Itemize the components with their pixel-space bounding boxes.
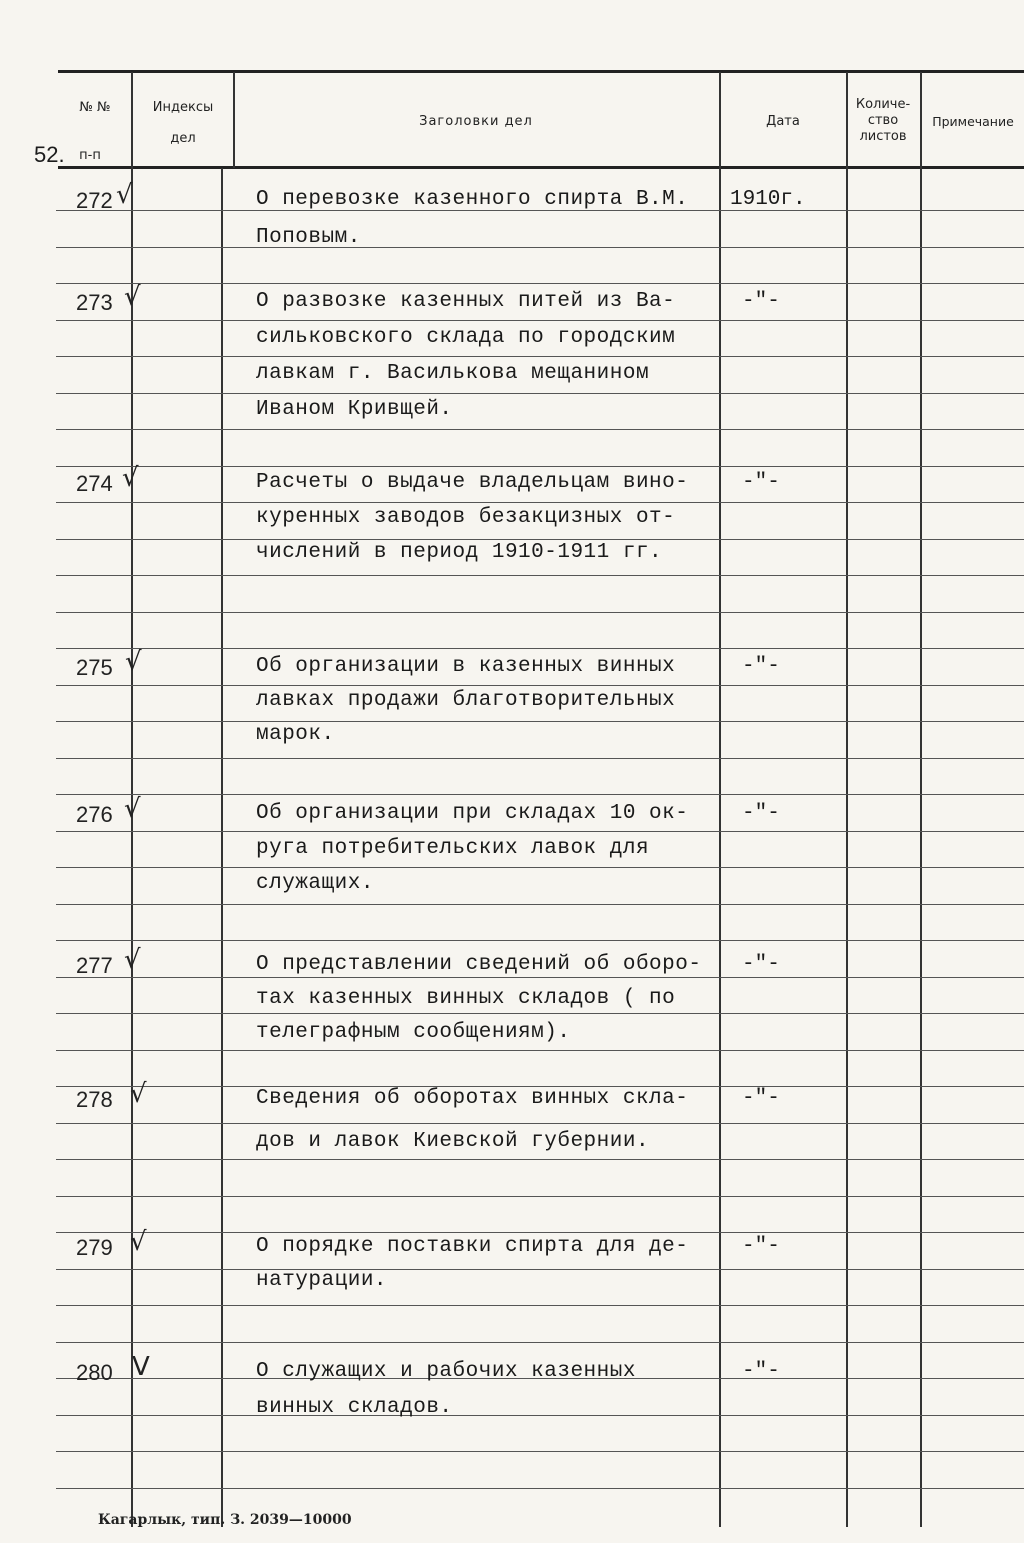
ruled-line (56, 1451, 1024, 1452)
ruled-line (56, 977, 1024, 978)
entry-title-line: О представлении сведений об оборо- (256, 953, 702, 976)
entry-date: -"- (742, 802, 780, 825)
header-sheets-label-2: ство (867, 113, 899, 128)
entry-date: -"- (742, 1360, 780, 1383)
header-sheets-label-3: листов (859, 129, 907, 144)
entry-number: 275 (76, 655, 113, 680)
entry-title-line: натурации. (256, 1269, 388, 1292)
entry-title-line: Иваном Кривщей. (256, 398, 453, 421)
entry-title-line: Об организации в казенных винных (256, 655, 676, 678)
ruled-line (56, 575, 1024, 576)
header-index-sublabel: дел (170, 131, 196, 146)
check-mark-icon: √ (130, 1079, 147, 1109)
entry-number: 278 (76, 1087, 113, 1112)
entry-title-line: лавкам г. Василькова мещанином (256, 362, 650, 385)
check-mark-icon: √ (124, 794, 141, 824)
entry-title-line: О развозке казенных питей из Ва- (256, 290, 676, 313)
ruled-line (56, 1232, 1024, 1233)
ruled-line (56, 283, 1024, 284)
ruled-line (56, 356, 1024, 357)
entry-date: -"- (742, 953, 780, 976)
entry-title-line: сильковского склада по городским (256, 326, 676, 349)
entry-title-line: телеграфным сообщениям). (256, 1021, 571, 1044)
ruled-line (56, 685, 1024, 686)
header-index-label: Индексы (152, 100, 214, 115)
column-divider (233, 72, 235, 168)
entry-date: -"- (742, 1235, 780, 1258)
check-mark-icon: √ (125, 647, 142, 677)
column-divider (920, 72, 922, 1527)
ruled-line (56, 320, 1024, 321)
column-divider (846, 72, 848, 1527)
entry-date: -"- (742, 471, 780, 494)
table-top-rule (58, 70, 1024, 73)
entry-number: 277 (76, 953, 113, 978)
entry-title-line: служащих. (256, 872, 374, 895)
ruled-line (56, 867, 1024, 868)
entry-title-line: марок. (256, 723, 335, 746)
ruled-line (56, 1013, 1024, 1014)
entry-date: -"- (742, 1087, 780, 1110)
entry-number: 276 (76, 802, 113, 827)
printer-imprint: Кагарлык, тип. З. 2039—10000 (98, 1512, 352, 1528)
entry-number: 279 (76, 1235, 113, 1260)
entry-title-line: руга потребительских лавок для (256, 837, 650, 860)
entry-title-line: О служащих и рабочих казенных (256, 1360, 636, 1383)
ruled-line (56, 612, 1024, 613)
check-mark-icon: √ (122, 463, 139, 493)
entry-title-line: Поповым. (256, 226, 361, 249)
header-notes-label: Примечание (932, 114, 1014, 129)
ruled-line (56, 758, 1024, 759)
ruled-line (56, 1342, 1024, 1343)
ruled-line (56, 1159, 1024, 1160)
entry-title-line: лавках продажи благотворительных (256, 689, 676, 712)
entry-number: 272 (76, 188, 113, 213)
column-divider (221, 168, 223, 1527)
entry-title-line: О перевозке казенного спирта В.М. (256, 188, 689, 211)
entry-number: 274 (76, 471, 113, 496)
entry-title-line: Об организации при складах 10 ок- (256, 802, 689, 825)
ruled-line (56, 1488, 1024, 1489)
entry-date: -"- (742, 655, 780, 678)
ruled-line (56, 721, 1024, 722)
ruled-line (56, 940, 1024, 941)
ruled-line (56, 648, 1024, 649)
entry-title-line: О порядке поставки спирта для де- (256, 1235, 689, 1258)
ruled-line (56, 1123, 1024, 1124)
ruled-line (56, 1269, 1024, 1270)
entry-title-line: винных складов. (256, 1396, 453, 1419)
entry-number: 273 (76, 290, 113, 315)
entry-title-line: тах казенных винных складов ( по (256, 987, 676, 1010)
ruled-line (56, 1305, 1024, 1306)
entry-title-line: Сведения об оборотах винных скла- (256, 1087, 689, 1110)
ruled-line (56, 1196, 1024, 1197)
check-mark-icon: V (132, 1352, 150, 1382)
ruled-line (56, 247, 1024, 248)
ruled-line (56, 831, 1024, 832)
page-number: 52. (34, 142, 65, 167)
entry-date: 1910г. (730, 188, 806, 211)
ruled-line (56, 429, 1024, 430)
ruled-line (56, 393, 1024, 394)
entry-date: -"- (742, 290, 780, 313)
check-mark-icon: √ (124, 945, 141, 975)
header-title-label: Заголовки дел (419, 114, 533, 129)
header-bottom-rule (58, 166, 1024, 169)
ruled-line (56, 904, 1024, 905)
check-mark-icon: √ (116, 180, 133, 210)
header-date-label: Дата (766, 114, 800, 129)
entry-title-line: числений в период 1910-1911 гг. (256, 541, 663, 564)
entry-title-line: дов и лавок Киевской губернии. (256, 1130, 650, 1153)
column-divider (719, 72, 721, 1527)
header-number-sublabel: п-п (79, 148, 101, 163)
ruled-line (56, 539, 1024, 540)
check-mark-icon: √ (124, 282, 141, 312)
ruled-line (56, 502, 1024, 503)
ruled-line (56, 794, 1024, 795)
entry-title-line: Расчеты о выдаче владельцам вино- (256, 471, 689, 494)
header-sheets-label-1: Количе- (855, 97, 911, 112)
ruled-line (56, 1415, 1024, 1416)
entry-title-line: куренных заводов безакцизных от- (256, 506, 676, 529)
header-number-label: № № (79, 100, 111, 115)
ruled-line (56, 1050, 1024, 1051)
ruled-line (56, 466, 1024, 467)
check-mark-icon: √ (130, 1227, 147, 1257)
entry-number: 280 (76, 1360, 113, 1385)
